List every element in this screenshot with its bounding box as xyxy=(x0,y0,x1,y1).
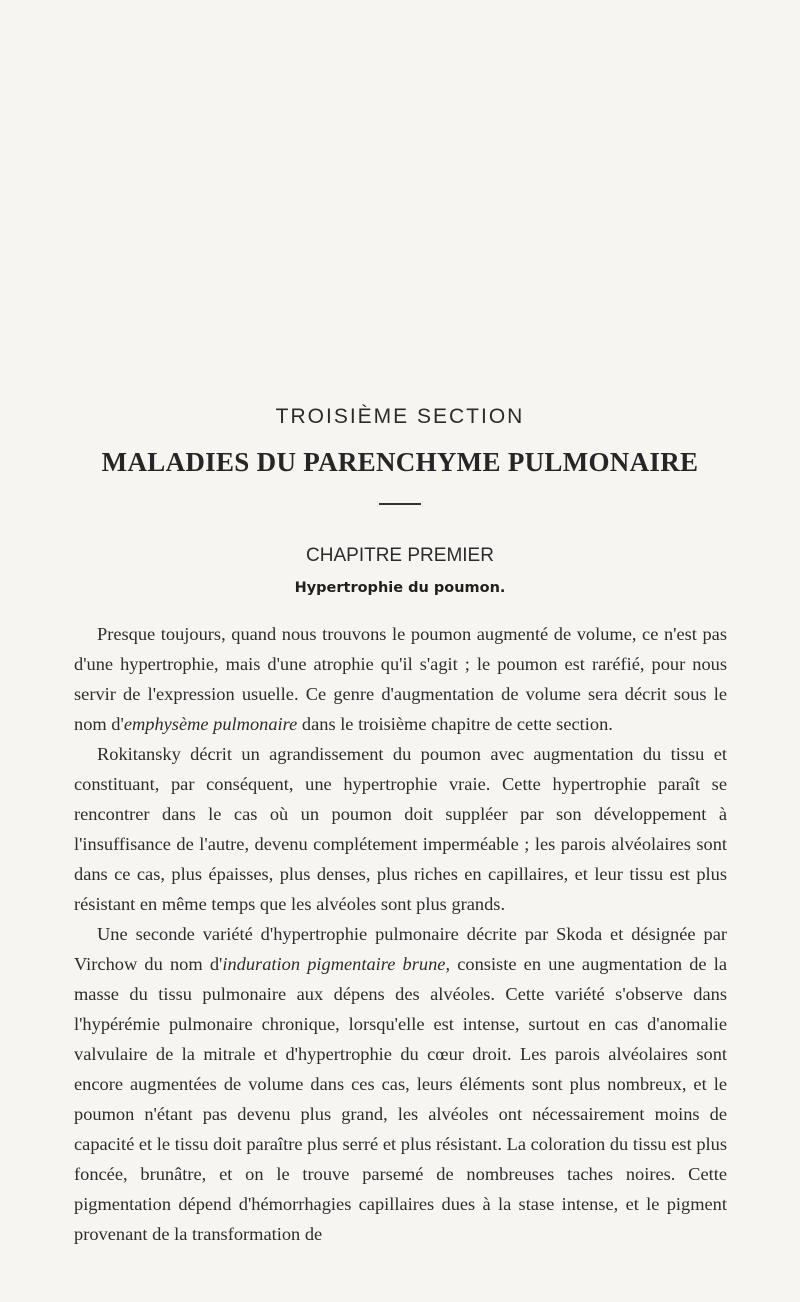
paragraph-1 xyxy=(74,619,727,739)
title-divider xyxy=(379,503,421,505)
italic-term: emphysème pulmonaire xyxy=(123,714,298,734)
chapter-subtitle: Hypertrophie du poumon. xyxy=(294,580,506,596)
paragraph-3 xyxy=(74,919,727,1249)
italic-term: induration pigmentaire brune xyxy=(222,954,446,974)
paragraph-2 xyxy=(74,739,727,919)
body-text xyxy=(74,619,727,1249)
section-label: TROISIÈME SECTION xyxy=(275,405,525,428)
paragraph-text: Une seconde variété d'hypertrophie pulmonaire décrite par Skoda et désignée par Virchow du nom d' xyxy=(74,924,727,974)
paragraph-text: Rokitansky décrit un agrandissement du poumon avec augmentation du tissu et constituant, par conséquent, une hypertrophie vraie. Cette hypertrophie paraît se rencontrer dans le cas où un poumon doit suppléer par son développement à l'insuffisance de l'autre, devenu complétement imperméable ; les parois alvéolaires sont dans ce cas, plus épaisses, plus denses, plus riches en capillaires, et leur tissu est plus résistant en même temps que les alvéoles sont plus grands. xyxy=(74,744,727,914)
chapter-title: CHAPITRE PREMIER xyxy=(306,545,494,566)
paragraph-text: dans le troisième chapitre de cette section. xyxy=(297,714,613,734)
section-title: MALADIES DU PARENCHYME PULMONAIRE xyxy=(101,447,699,477)
paragraph-text: , consiste en une augmentation de la masse du tissu pulmonaire aux dépens des alvéoles. Cette variété s'observe dans l'hypérémie pulmonaire chronique, lorsqu'elle est intense, surtout en cas d'anomalie valvulaire de la mitrale et d'hypertrophie du cœur droit. Les parois alvéolaires sont encore augmentées de volume dans ces cas, leurs éléments sont plus nombreux, et le poumon n'étant pas devenu plus grand, les alvéoles ont nécessairement moins de capacité et le tissu doit paraître plus serré et plus résistant. La coloration du tissu est plus foncée, brunâtre, et on le trouve parsemé de nombreuses taches noires. Cette pigmentation dépend d'hémorrhagies capillaires dues à la stase intense, et le pigment provenant de la transformation de xyxy=(74,954,727,1244)
paragraph-text: Presque toujours, quand nous trouvons le poumon augmenté de volume, ce n'est pas d'une hypertrophie, mais d'une atrophie qu'il s'agit ; le poumon est raréfié, pour nous servir de l'expression usuelle. Ce genre d'augmentation de volume sera décrit sous le nom d' xyxy=(74,624,727,734)
